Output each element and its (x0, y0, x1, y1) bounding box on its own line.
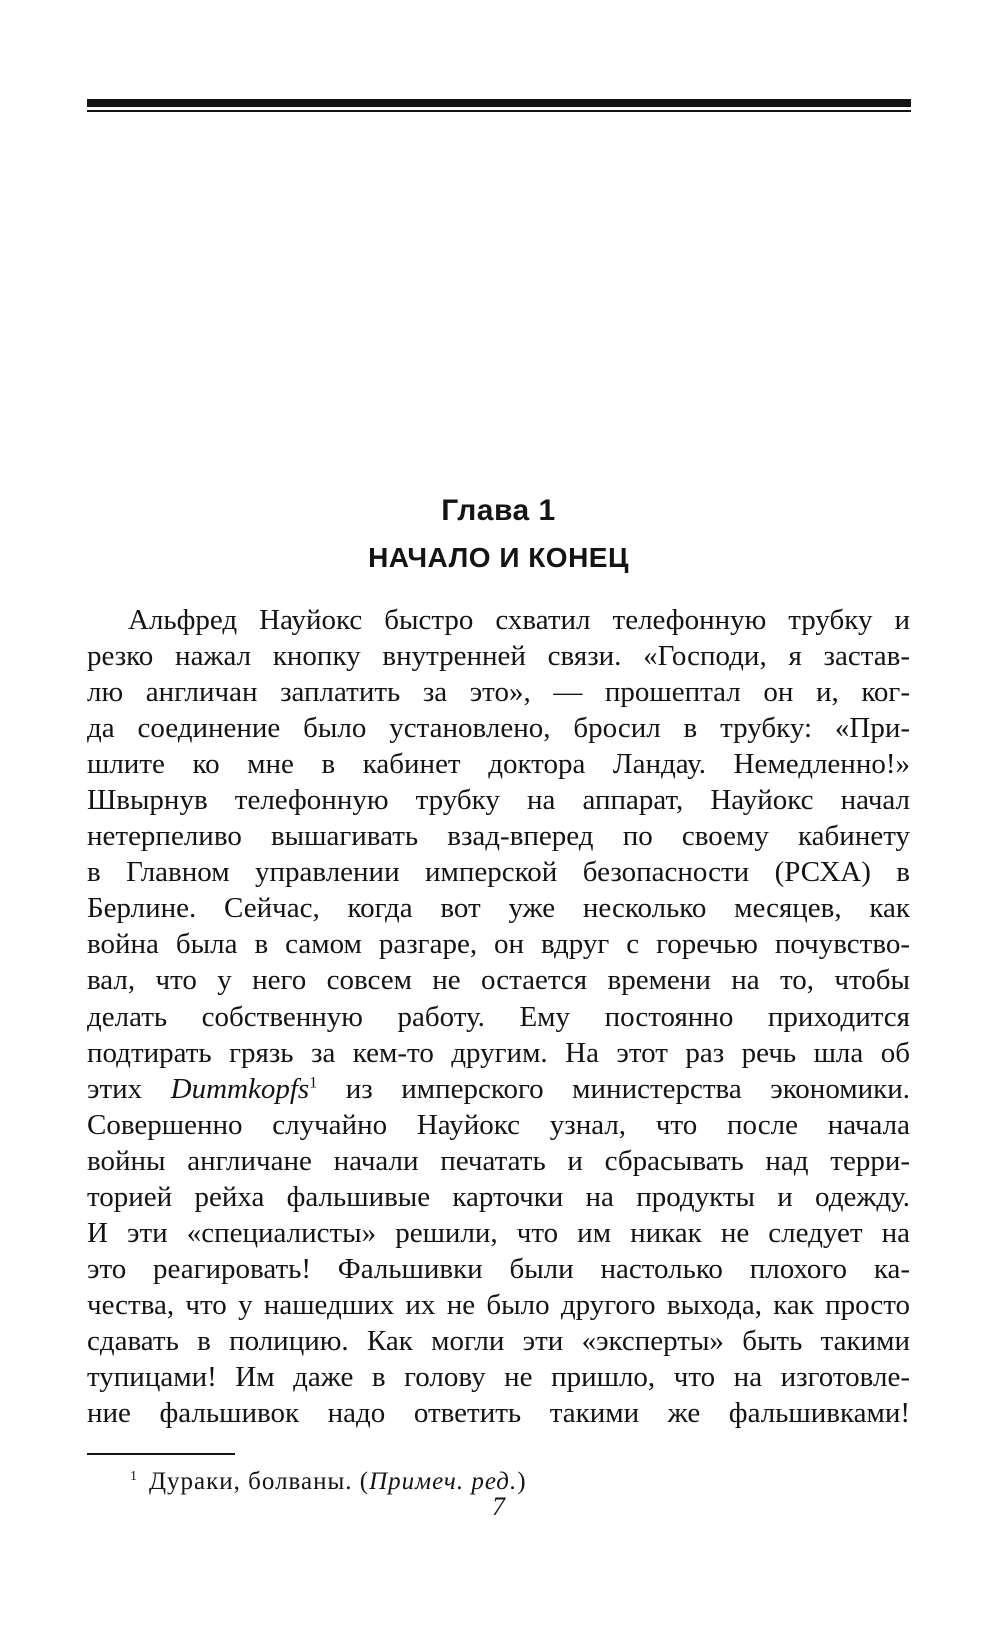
footnote-reference: 1 (309, 1073, 318, 1091)
body-line: вал, что у него совсем не остается времени на то, чтобы (87, 964, 910, 997)
chapter-label: Глава 1 (441, 494, 556, 527)
footnote-text-end: ) (517, 1468, 527, 1495)
footnote-separator (87, 1453, 235, 1455)
line-text-before: этих (87, 1072, 171, 1105)
italic-term: Dummkopfs (170, 1072, 310, 1105)
body-line: тупицами! Им даже в голову не пришло, что на изготовле- (87, 1360, 910, 1393)
body-line: шлите ко мне в кабинет доктора Ландау. Немедленно!» (87, 748, 910, 781)
body-line: ние фальшивок надо ответить такими же фальшивками! (87, 1397, 910, 1430)
body-line: чества, что у нашедших их не было другого выхода, как просто (87, 1288, 910, 1321)
body-line: это реагировать! Фальшивки были настолько плохого ка- (87, 1252, 910, 1285)
body-paragraph (87, 602, 910, 1431)
line-text-after: из имперского министерства экономики. (317, 1072, 911, 1105)
footnote-text: Дураки, болваны. ( (149, 1468, 370, 1495)
body-line: в Главном управлении имперской безопасности (РСХА) в (87, 856, 910, 889)
body-line: Швырнув телефонную трубку на аппарат, Науйокс начал (87, 784, 910, 817)
body-line: Берлине. Сейчас, когда вот уже несколько месяцев, как (87, 892, 910, 925)
body-line: нетерпеливо вышагивать взад-вперед по своему кабинету (87, 820, 910, 853)
page-number: 7 (492, 1492, 505, 1521)
body-line: лю англичан заплатить за это», — прошептал он и, ког- (87, 676, 910, 709)
header-rule-thick (87, 99, 911, 107)
body-line: резко нажал кнопку внутренней связи. «Господи, я застав- (87, 640, 910, 673)
body-line: подтирать грязь за кем-то другим. На этот раз речь шла об (87, 1036, 910, 1069)
footnote (130, 1469, 527, 1494)
body-line: войны англичане начали печатать и сбрасывать над терри- (87, 1144, 910, 1177)
body-line-with-footnote (87, 1071, 910, 1107)
footnote-italic-note: Примеч. ред. (369, 1468, 518, 1495)
body-line: да соединение было установлено, бросил в трубку: «При- (87, 712, 910, 745)
body-line: торией рейха фальшивые карточки на продукты и одежду. (87, 1180, 910, 1213)
body-line: война была в самом разгаре, он вдруг с горечью почувство- (87, 928, 910, 961)
body-line: делать собственную работу. Ему постоянно приходится (87, 1000, 910, 1033)
body-line: сдавать в полицию. Как могли эти «эксперты» быть такими (87, 1324, 910, 1357)
body-line: Совершенно случайно Науйокс узнал, что после начала (87, 1108, 910, 1141)
body-line: Альфред Науйокс быстро схватил телефонную трубку и (128, 604, 910, 636)
chapter-title: НАЧАЛО И КОНЕЦ (368, 542, 629, 573)
footnote-marker: 1 (130, 1469, 137, 1484)
header-rule-thin (87, 110, 911, 112)
body-line: И эти «специалисты» решили, что им никак не следует на (87, 1216, 910, 1249)
